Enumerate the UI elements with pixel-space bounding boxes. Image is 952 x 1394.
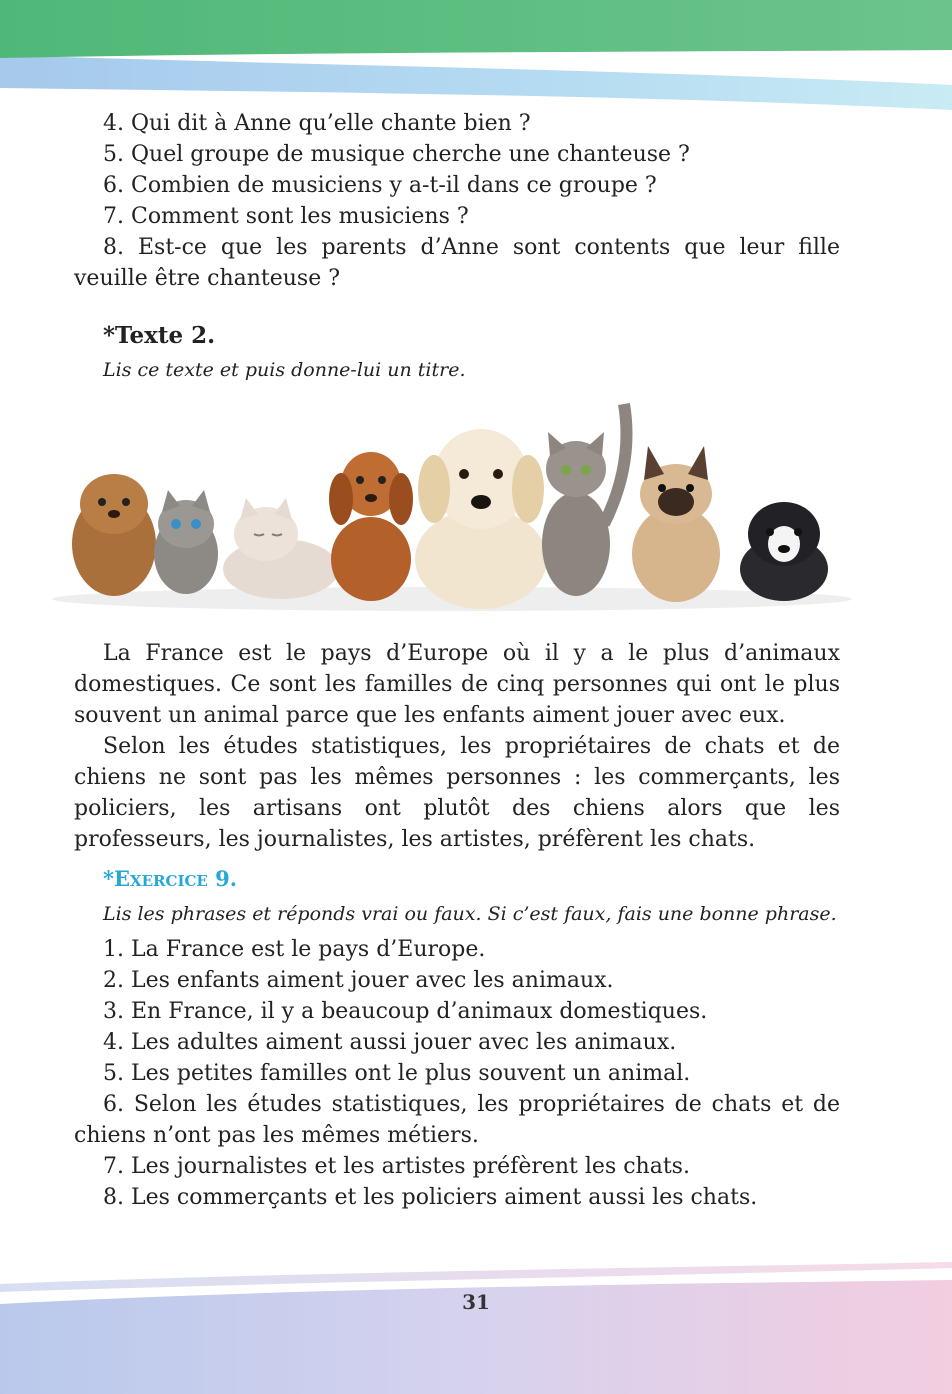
question-item: 5. Quel groupe de musique cherche une chanteuse ? bbox=[103, 142, 690, 167]
question-item: 4. Qui dit à Anne qu’elle chante bien ? bbox=[103, 111, 531, 136]
exercise-item: 6. Selon les études statistiques, les propriétaires de chats et de chiens n’ont pas les mêmes métiers. bbox=[74, 1092, 840, 1148]
question-item: 6. Combien de musiciens y a-t-il dans ce groupe ? bbox=[103, 173, 657, 198]
header-decorative-band bbox=[0, 0, 952, 110]
page-content bbox=[74, 108, 840, 1213]
text2-paragraph: La France est le pays d’Europe où il y a le plus d’animaux domestiques. Ce sont les familles de cinq personnes qui ont le plus souvent un animal parce que les enfants aiment jouer avec eux. bbox=[74, 641, 840, 728]
question-item: 8. Est-ce que les parents d’Anne sont contents que leur fille veuille être chanteuse ? bbox=[74, 235, 840, 291]
question-item: 7. Comment sont les musiciens ? bbox=[103, 204, 469, 229]
pets-photo bbox=[36, 394, 868, 624]
page-number: 31 bbox=[462, 1290, 490, 1314]
exercise-item: 1. La France est le pays d’Europe. bbox=[103, 937, 486, 962]
text2-heading: *Texte 2. bbox=[103, 322, 216, 349]
exercise-item: 3. En France, il y a beaucoup d’animaux domestiques. bbox=[103, 999, 708, 1024]
exercise-item: 7. Les journalistes et les artistes préfèrent les chats. bbox=[103, 1154, 690, 1179]
exercise-item: 8. Les commerçants et les policiers aiment aussi les chats. bbox=[103, 1185, 758, 1210]
exercise9-title: *Exercice 9. bbox=[103, 866, 238, 891]
footer-decorative-band bbox=[0, 1254, 952, 1394]
text2-instruction: Lis ce texte et puis donne-lui un titre. bbox=[103, 359, 466, 381]
exercise-item: 5. Les petites familles ont le plus souvent un animal. bbox=[103, 1061, 691, 1086]
exercise9-instruction: Lis les phrases et réponds vrai ou faux. Si c’est faux, fais une bonne phrase. bbox=[103, 903, 837, 925]
puppy-pomeranian-icon bbox=[72, 474, 156, 596]
text2-paragraph: Selon les études statistiques, les propriétaires de chats et de chiens ne sont pas les mêmes personnes : les commerçants, les policiers, les artisans ont plutôt des chiens alors que les professeurs, les journalistes, les artistes, préfèrent les chats. bbox=[74, 734, 840, 852]
exercise-item: 4. Les adultes aiment aussi jouer avec les animaux. bbox=[103, 1030, 677, 1055]
puppy-labrador-icon bbox=[415, 429, 547, 609]
exercise-item: 2. Les enfants aiment jouer avec les animaux. bbox=[103, 968, 614, 993]
